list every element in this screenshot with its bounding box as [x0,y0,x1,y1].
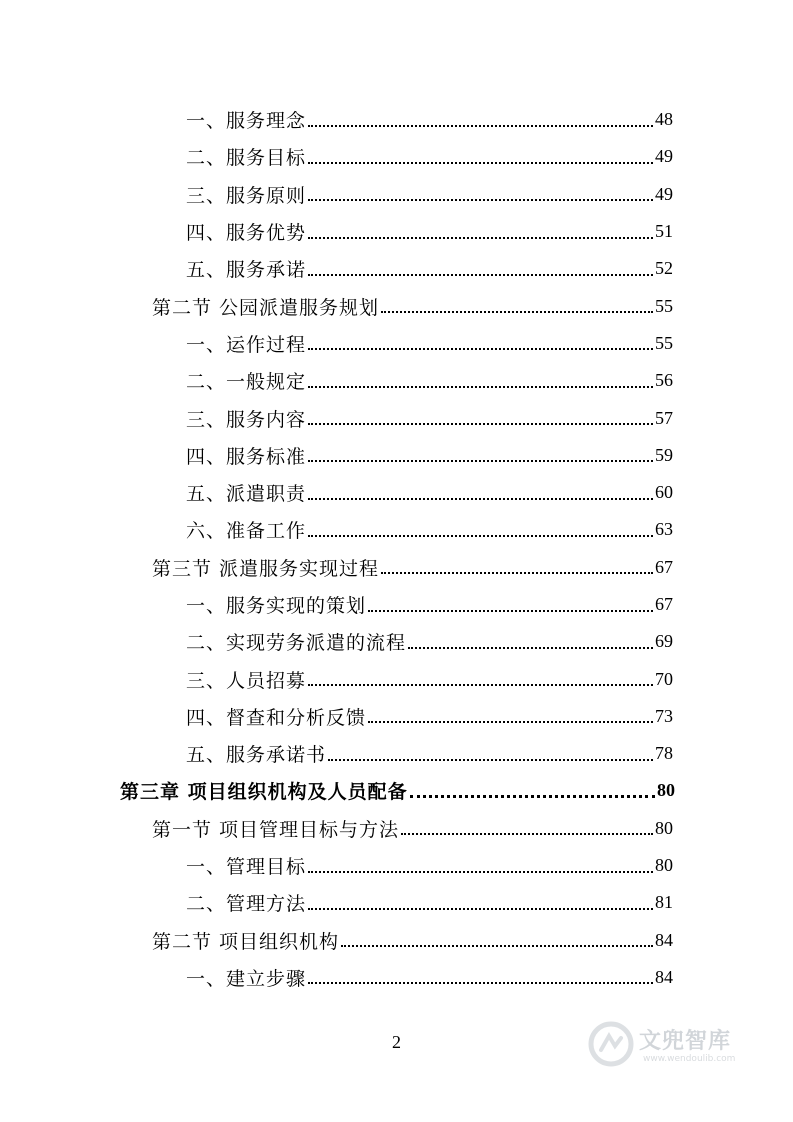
toc-section-row[interactable] [0,549,793,586]
toc-page-number: 70 [655,668,673,689]
toc-page-number: 80 [655,817,673,838]
toc-page-number: 49 [655,183,673,204]
toc-leader-dots [308,125,653,127]
toc-item-row[interactable] [0,623,793,660]
toc-item-row[interactable] [0,325,793,362]
toc-title: 一、服务实现的策划 [186,595,367,617]
toc-page-number: 56 [655,370,673,391]
table-of-contents [0,101,793,996]
toc-page-number: 80 [655,855,673,876]
toc-page-number: 78 [655,743,673,764]
watermark [587,1016,757,1076]
toc-page-number: 52 [655,258,673,279]
toc-title: 一、管理目标 [186,856,307,879]
toc-item-row[interactable] [0,213,793,250]
toc-item-row[interactable] [0,884,793,921]
toc-leader-dots [408,647,653,649]
toc-page-number: 63 [655,519,673,540]
toc-title: 第三章 项目组织机构及人员配备 [120,781,408,804]
toc-title: 六、准备工作 [186,520,307,543]
toc-item-row[interactable] [0,586,793,623]
toc-item-row[interactable] [0,138,793,175]
toc-leader-dots [368,721,653,723]
toc-title: 一、运作过程 [186,333,307,356]
toc-leader-dots [308,348,653,350]
toc-item-row[interactable] [0,474,793,511]
toc-leader-dots [401,833,653,835]
toc-item-row[interactable] [0,847,793,884]
toc-page-number: 67 [655,556,673,577]
toc-leader-dots [368,610,653,612]
toc-page-number: 55 [655,332,673,353]
toc-title: 二、实现劳务派遣的流程 [186,632,407,655]
toc-leader-dots [308,498,653,500]
toc-title: 五、服务承诺 [186,259,307,282]
toc-leader-dots [328,759,653,761]
toc-item-row[interactable] [0,698,793,735]
toc-item-row[interactable] [0,250,793,287]
toc-item-row[interactable] [0,660,793,697]
toc-item-row[interactable] [0,362,793,399]
toc-item-row[interactable] [0,176,793,213]
toc-item-row[interactable] [0,437,793,474]
toc-title: 五、派遣职责 [186,483,307,506]
toc-leader-dots [308,871,653,873]
toc-title: 二、服务目标 [186,147,307,170]
toc-page-number: 84 [655,929,673,950]
toc-title: 四、服务优势 [186,222,307,245]
toc-leader-dots [308,274,653,276]
toc-title: 二、一般规定 [186,371,307,394]
toc-page-number: 73 [655,705,673,726]
page-number: 2 [392,1032,401,1052]
toc-title: 二、管理方法 [186,893,307,916]
watermark-url: www.wendoulib.com [643,1054,736,1064]
toc-leader-dots [381,311,653,313]
toc-page-number: 55 [655,295,673,316]
toc-leader-dots [341,945,653,947]
toc-title: 第二节 公园派遣服务规划 [152,296,380,319]
toc-page-number: 80 [657,780,675,801]
toc-page-number: 84 [655,966,673,987]
toc-page-number: 49 [655,146,673,167]
toc-section-row[interactable] [0,810,793,847]
toc-item-row[interactable] [0,399,793,436]
toc-leader-dots [308,460,653,462]
toc-title: 五、服务承诺书 [186,744,327,767]
toc-item-row[interactable] [0,511,793,548]
toc-leader-dots [308,982,653,984]
toc-title: 三、服务内容 [186,408,307,431]
toc-title: 第二节 项目组织机构 [152,930,340,953]
toc-leader-dots [308,908,653,910]
toc-leader-dots [381,572,653,574]
toc-title: 第一节 项目管理目标与方法 [152,818,400,841]
toc-title: 一、建立步骤 [186,967,307,990]
toc-chapter-row[interactable] [0,772,793,809]
toc-leader-dots [308,535,653,537]
toc-page-number: 59 [655,444,673,465]
toc-leader-dots [308,423,653,425]
toc-page-number: 48 [655,109,673,130]
toc-page-number: 60 [655,482,673,503]
toc-item-row[interactable] [0,735,793,772]
toc-section-row[interactable] [0,287,793,324]
toc-page-number: 51 [655,221,673,242]
toc-title: 四、督查和分析反馈 [186,706,367,729]
toc-title: 第三节 派遣服务实现过程 [152,557,380,580]
toc-leader-dots [308,237,653,239]
toc-title: 三、人员招募 [186,669,307,692]
toc-title: 一、服务理念 [186,110,307,133]
toc-title: 三、服务原则 [186,184,307,207]
toc-section-row[interactable] [0,922,793,959]
toc-leader-dots [308,684,653,686]
logo-icon [587,1020,635,1068]
toc-leader-dots [308,162,653,164]
toc-page-number: 69 [655,631,673,652]
toc-title: 四、服务标准 [186,445,307,468]
toc-item-row[interactable] [0,101,793,138]
toc-page-number: 57 [655,407,673,428]
toc-item-row[interactable] [0,959,793,996]
watermark-brand: 文兜智库 [639,1029,732,1054]
toc-page-number: 67 [655,594,673,614]
toc-leader-dots [308,199,653,201]
toc-page-number: 81 [655,892,673,913]
toc-leader-dots [410,795,655,798]
toc-leader-dots [308,386,653,388]
